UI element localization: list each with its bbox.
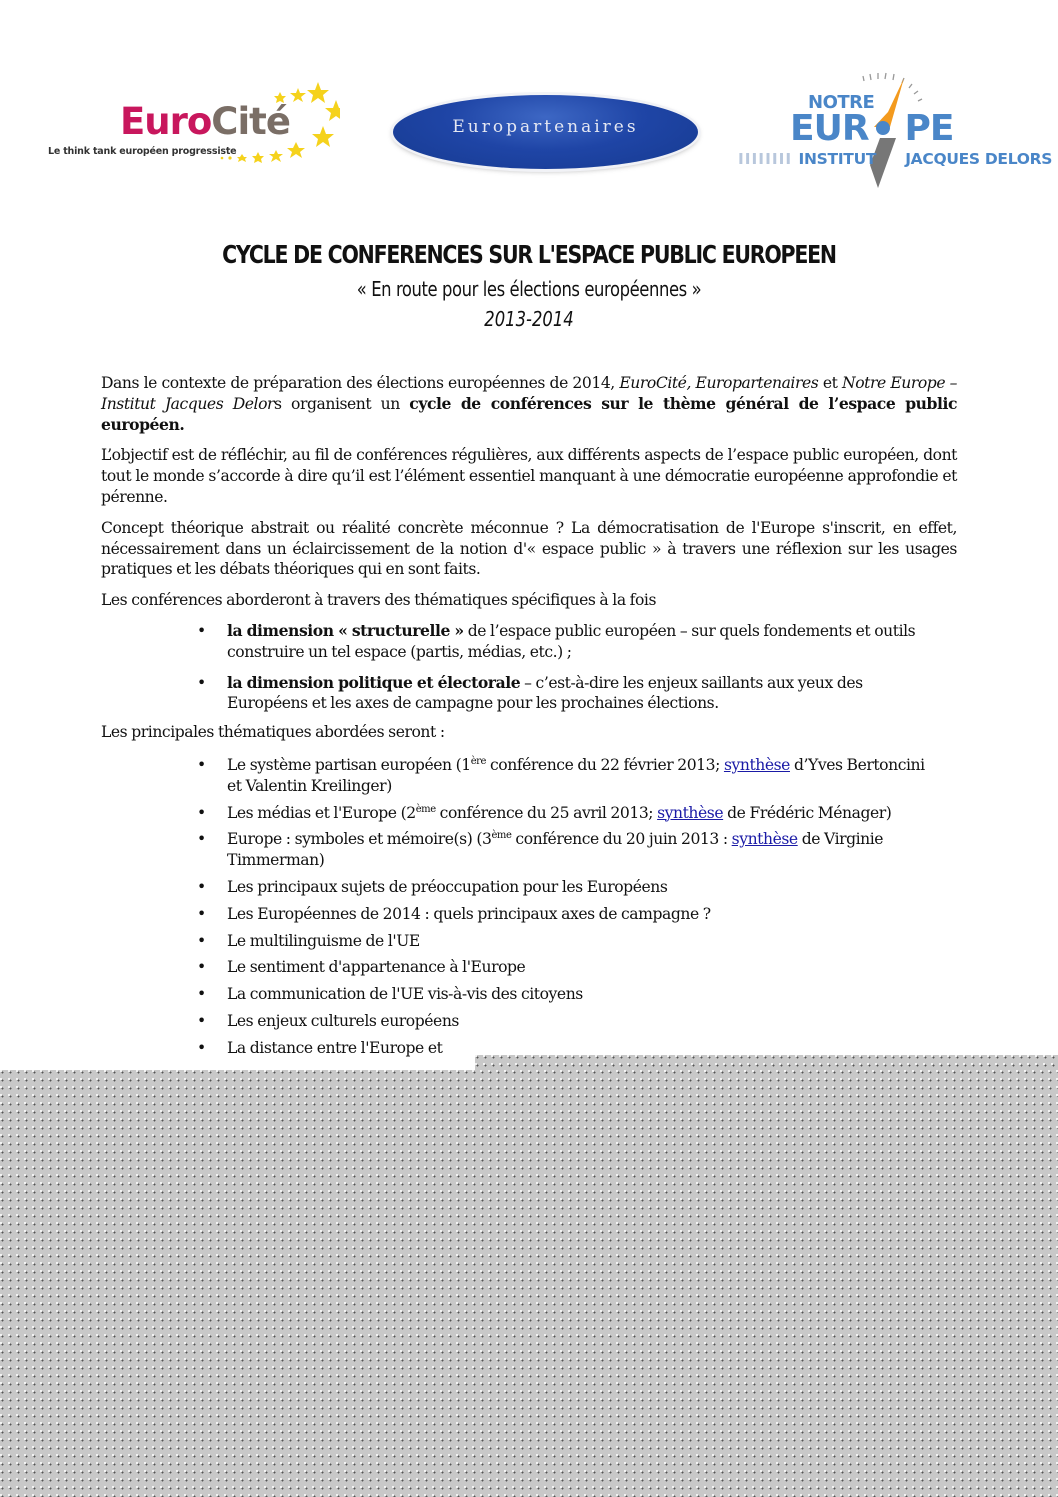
theme-text: La distance entre l'Europe et: [227, 1038, 443, 1057]
objective-paragraph: L’objectif est de réfléchir, au fil de conférences régulières, aux différents aspects de l’espace public européen, dont tout le monde s’accorde à dire qu’il est l’élément essentiel manquant à une démocratie européenne approfondie et pérenne.: [101, 446, 957, 506]
page-subtitle: « En route pour les élections européennes »: [356, 277, 702, 301]
list-item: [101, 1011, 957, 1032]
list-item: [101, 984, 957, 1005]
eurocite-logo: [40, 78, 340, 173]
synthese-link-1[interactable]: synthèse: [723, 755, 790, 774]
europe-text: EUR PE: [790, 108, 954, 149]
page-title: CYCLE DE CONFERENCES SUR L'ESPACE PUBLIC EUROPEEN: [222, 240, 836, 269]
dimension-text: de l’espace public européen – sur quels fondements et outils construire un tel espace (partis, médias, etc.) ;: [227, 621, 916, 661]
theme-text: Les Européennes de 2014 : quels principaux axes de campagne ?: [227, 904, 711, 923]
list-item: [101, 673, 957, 715]
themes-intro: Les principales thématiques abordées seront :: [101, 723, 445, 742]
page-years: 2013-2014: [484, 307, 574, 331]
intro-bold-theme: cycle de conférences sur le thème général de l’espace public européen.: [101, 393, 958, 434]
theme-text: Le multilinguisme de l'UE: [227, 931, 420, 950]
theme-text: Les principaux sujets de préoccupation pour les Européens: [227, 877, 668, 896]
synthese-link-2[interactable]: synthèse: [657, 803, 724, 822]
bullet-icon: •: [197, 803, 206, 822]
title-block: [0, 240, 1058, 331]
eurocite-euro-text: Euro: [120, 100, 212, 143]
bullet-icon: •: [197, 958, 206, 977]
theme-text: de Frédéric Ménager): [723, 803, 892, 822]
loading-overlay-notch: [475, 1055, 1058, 1070]
synthese-link-3[interactable]: synthèse: [731, 830, 798, 849]
list-item: [101, 931, 957, 952]
list-item: [101, 803, 957, 824]
themes-list: [101, 755, 957, 1059]
bullet-icon: •: [197, 931, 206, 950]
loading-overlay: [0, 1070, 1058, 1497]
intro-paragraph: [101, 373, 957, 435]
intro-italic-orgs: EuroCité, Europartenaires: [619, 374, 819, 392]
theme-text: conférence du 22 février 2013;: [486, 755, 724, 774]
ordinal-sup: ème: [415, 803, 436, 815]
theme-text: La communication de l'UE vis-à-vis des citoyens: [227, 985, 583, 1004]
theme-text: de Virginie Timmerman): [227, 830, 884, 870]
intro-text: Dans le contexte de préparation des élections européennes de 2014,: [101, 374, 620, 392]
theme-text: Le sentiment d'appartenance à l'Europe: [227, 958, 526, 977]
theme-text: Le système partisan européen (1: [227, 755, 471, 774]
ordinal-sup: ère: [470, 755, 486, 767]
document-body: [101, 373, 957, 1065]
ordinal-sup: ème: [491, 830, 512, 842]
theme-text: Les médias et l'Europe (2: [227, 803, 416, 822]
bullet-icon: •: [197, 1011, 206, 1030]
list-item: [101, 877, 957, 898]
dimensions-list: [101, 621, 957, 714]
intro-italic-notre-europe: Notre Europe – Institut Jacques Delor: [101, 374, 958, 413]
conferences-intro: Les conférences aborderont à travers des thématiques spécifiques à la fois: [101, 591, 657, 610]
intro-text: s organisent un: [274, 394, 410, 413]
eurocite-tagline: Le think tank européen progressiste: [48, 146, 237, 157]
eurocite-wordmark: [120, 100, 290, 143]
notre-text: NOTRE: [808, 92, 875, 113]
intro-text: et: [818, 374, 843, 392]
concept-paragraph: Concept théorique abstrait ou réalité concrète méconnue ? La démocratisation de l'Europe s'inscrit, en effet, nécessairement dans un éclaircissement de la notion d'« espace public » à travers une réflexion sur les usages pratiques et les débats théoriques qui en sont faits.: [101, 518, 957, 579]
bullet-icon: •: [197, 1038, 206, 1057]
list-item: [101, 904, 957, 925]
notre-europe-logo: [738, 70, 1053, 190]
theme-text: d’Yves Bertoncini et Valentin Kreilinger): [227, 755, 925, 795]
dimension-bold: la dimension « structurelle »: [227, 620, 464, 640]
dimension-text: – c’est-à-dire les enjeux saillants aux yeux des Européens et les axes de campagne pour les prochaines élections.: [227, 673, 863, 713]
europartenaires-label: Europartenaires: [452, 117, 639, 137]
theme-text: Europe : symboles et mémoire(s) (3: [227, 830, 492, 849]
bullet-icon: •: [197, 877, 206, 896]
theme-text: conférence du 25 avril 2013;: [435, 803, 658, 822]
list-item: [101, 755, 957, 797]
theme-text: conférence du 20 juin 2013 :: [511, 830, 732, 849]
theme-text: Les enjeux culturels européens: [227, 1011, 459, 1030]
list-item: [101, 829, 957, 871]
bullet-icon: •: [197, 621, 206, 640]
eurocite-cite-text: Cité: [211, 100, 290, 143]
bullet-icon: •: [197, 985, 206, 1004]
dimension-bold: la dimension politique et électorale: [227, 672, 521, 692]
institut-jacques-delors-text: IIIIIIII INSTITUT JACQUES DELORS: [738, 150, 1053, 168]
bullet-icon: •: [197, 673, 206, 692]
bullet-icon: •: [197, 830, 206, 849]
bullet-icon: •: [197, 755, 206, 774]
bullet-icon: •: [197, 904, 206, 923]
list-item: [101, 957, 957, 978]
europartenaires-logo: [393, 95, 698, 169]
list-item: [101, 621, 957, 663]
